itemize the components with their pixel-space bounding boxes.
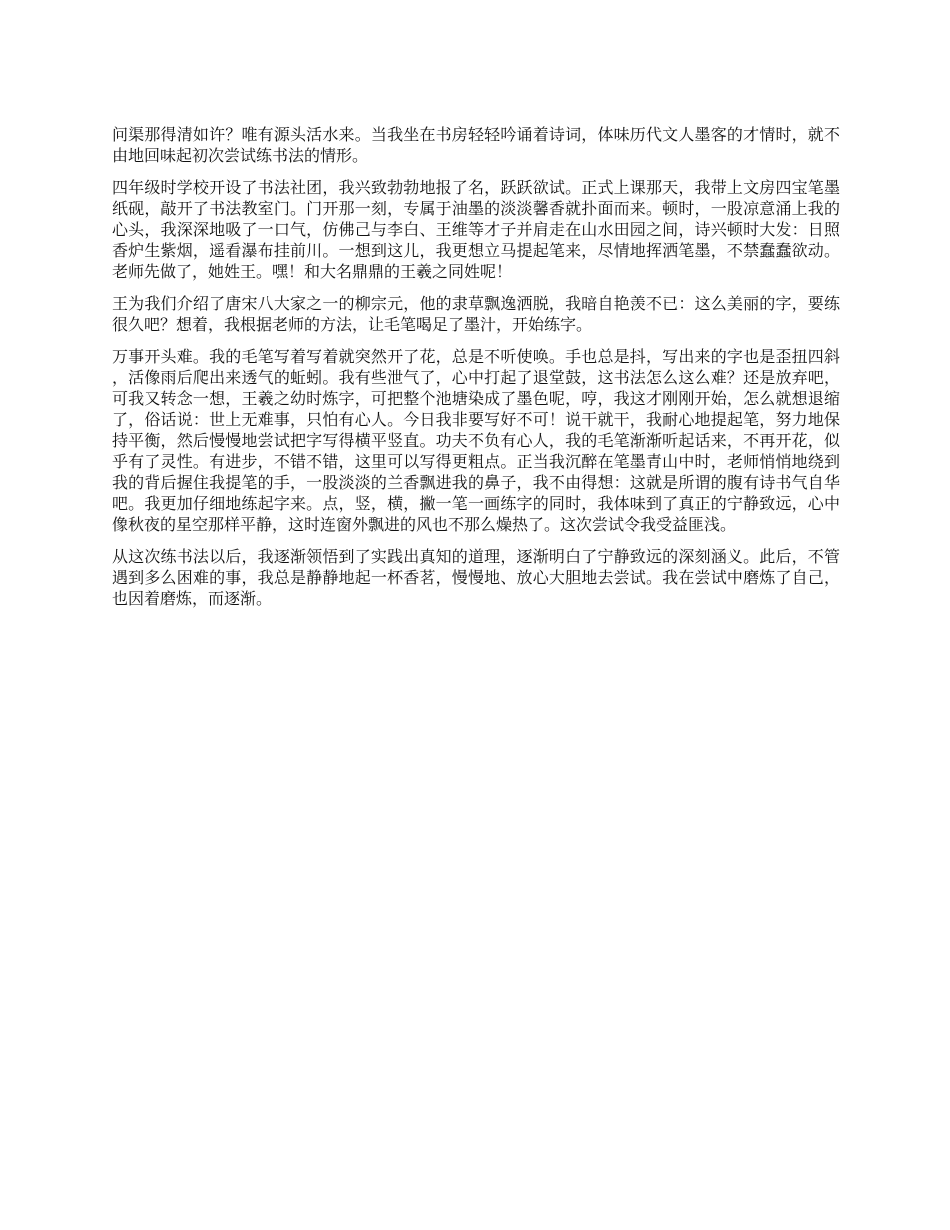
paragraph-3: 王为我们介绍了唐宋八大家之一的柳宗元，他的隶草飘逸洒脱，我暗自艳羡不已：这么美丽的字，要练很久吧？想着，我根据老师的方法，让毛笔喝足了墨汁，开始练字。	[112, 294, 840, 334]
paragraph-5: 从这次练书法以后，我逐渐领悟到了实践出真知的道理，逐渐明白了宁静致远的深刻涵义。此后，不管遇到多么困难的事，我总是静静地起一杯香茗，慢慢地、放心大胆地去尝试。我在尝试中磨炼了自己，也因着磨炼，而逐渐。	[112, 547, 840, 608]
paragraph-1: 问渠那得清如许？唯有源头活水来。当我坐在书房轻轻吟诵着诗词，体味历代文人墨客的才情时，就不由地回味起初次尝试练书法的情形。	[112, 125, 840, 165]
paragraph-4: 万事开头难。我的毛笔写着写着就突然开了花，总是不听使唤。手也总是抖，写出来的字也是歪扭四斜，活像雨后爬出来透气的蚯蚓。我有些泄气了，心中打起了退堂鼓，这书法怎么这么难？还是放弃吧，可我又转念一想，王羲之幼时炼字，可把整个池塘染成了墨色呢，哼，我这才刚刚开始，怎么就想退缩了，俗话说：世上无难事，只怕有心人。今日我非要写好不可！说干就干，我耐心地提起笔，努力地保持平衡，然后慢慢地尝试把字写得横平竖直。功夫不负有心人，我的毛笔渐渐听起话来，不再开花，似乎有了灵性。有进步，不错不错，这里可以写得更粗点。正当我沉醉在笔墨青山中时，老师悄悄地绕到我的背后握住我提笔的手，一股淡淡的兰香飘进我的鼻子，我不由得想：这就是所谓的腹有诗书气自华吧。我更加仔细地练起字来。点，竖，横，撇一笔一画练字的同时，我体味到了真正的宁静致远，心中像秋夜的星空那样平静，这时连窗外飘进的风也不那么燥热了。这次尝试令我受益匪浅。	[112, 347, 840, 534]
paragraph-2: 四年级时学校开设了书法社团，我兴致勃勃地报了名，跃跃欲试。正式上课那天，我带上文房四宝笔墨纸砚，敲开了书法教室门。门开那一刻，专属于油墨的淡淡馨香就扑面而来。顿时，一股凉意涌上我的心头，我深深地吸了一口气，仿佛己与李白、王维等才子并肩走在山水田园之间，诗兴顿时大发：日照香炉生紫烟，遥看瀑布挂前川。一想到这儿，我更想立马提起笔来，尽情地挥洒笔墨，不禁蠢蠢欲动。老师先做了，她姓王。嘿！和大名鼎鼎的王羲之同姓呢！	[112, 178, 840, 281]
document-body	[112, 124, 840, 620]
